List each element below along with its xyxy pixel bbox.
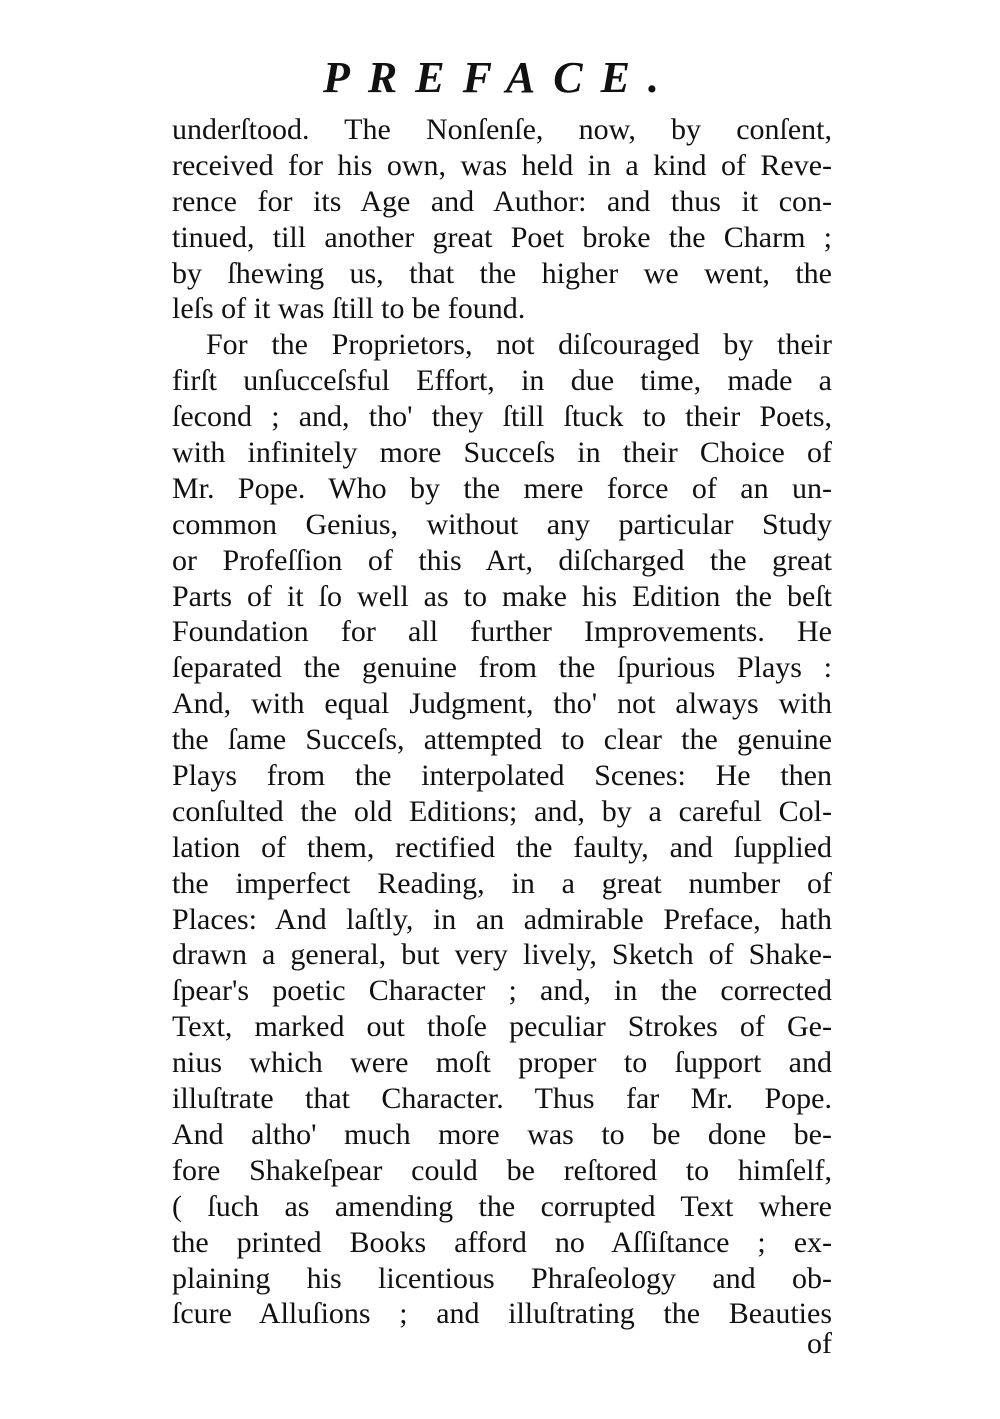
text-line: ſpear's poetic Character ; and, in the corrected: [172, 974, 832, 1008]
text-line: firſt unſucceſsful Effort, in due time, made a: [172, 364, 832, 398]
text-line: ( ſuch as amending the corrupted Text where: [172, 1189, 832, 1223]
text-line: Plays from the interpolated Scenes: He then: [172, 759, 832, 793]
text-line: fore Shakeſpear could be reſtored to himſelf,: [172, 1153, 832, 1187]
text-line: ſecond ; and, tho' they ſtill ſtuck to their Poets,: [172, 400, 832, 434]
text-line: rence for its Age and Author: and thus it con-: [172, 184, 832, 218]
text-line: And altho' much more was to be done be-: [172, 1117, 832, 1151]
text-line: Mr. Pope. Who by the mere force of an un-: [172, 471, 832, 505]
text-line: the printed Books afford no Aſſiſtance ; ex-: [172, 1225, 832, 1259]
text-line: the ſame Succeſs, attempted to clear the genuine: [172, 723, 832, 757]
text-line: by ſhewing us, that the higher we went, the: [172, 256, 832, 290]
text-line: nius which were moſt proper to ſupport and: [172, 1046, 832, 1080]
text-line: or Profeſſion of this Art, diſcharged the great: [172, 543, 832, 577]
catchword: of: [807, 1327, 832, 1360]
text-line: And, with equal Judgment, tho' not always with: [172, 687, 832, 721]
text-line: plaining his licentious Phraſeology and ob-: [172, 1261, 832, 1295]
text-line: the imperfect Reading, in a great number of: [172, 866, 832, 900]
text-line: Text, marked out thoſe peculiar Strokes of Ge-: [172, 1010, 832, 1044]
text-line: ſeparated the genuine from the ſpurious Plays :: [172, 651, 832, 685]
text-line: Places: And laſtly, in an admirable Preface, hath: [172, 902, 832, 936]
text-line: with infinitely more Succeſs in their Choice of: [172, 436, 832, 470]
running-head-title: PREFACE.: [323, 53, 677, 102]
text-line: received for his own, was held in a kind of Reve-: [172, 148, 832, 182]
text-line: tinued, till another great Poet broke the Charm ;: [172, 220, 832, 254]
text-line: For the Proprietors, not diſcouraged by their: [206, 328, 832, 362]
text-line: ſcure Alluſions ; and illuſtrating the Beauties: [172, 1297, 832, 1331]
text-line: leſs of it was ſtill to be found.: [172, 292, 526, 326]
text-line: Parts of it ſo well as to make his Edition the beſt: [172, 579, 832, 613]
body-text: [172, 112, 832, 1332]
text-line: drawn a general, but very lively, Sketch of Shake-: [172, 938, 832, 972]
text-line: conſulted the old Editions; and, by a careful Col-: [172, 794, 832, 828]
text-line: illuſtrate that Character. Thus far Mr. Pope.: [172, 1082, 832, 1116]
text-line: Foundation for all further Improvements. He: [172, 615, 832, 649]
text-line: lation of them, rectified the faulty, and ſupplied: [172, 830, 832, 864]
text-line: common Genius, without any particular Study: [172, 507, 832, 541]
text-line: underſtood. The Nonſenſe, now, by conſent,: [172, 113, 832, 146]
